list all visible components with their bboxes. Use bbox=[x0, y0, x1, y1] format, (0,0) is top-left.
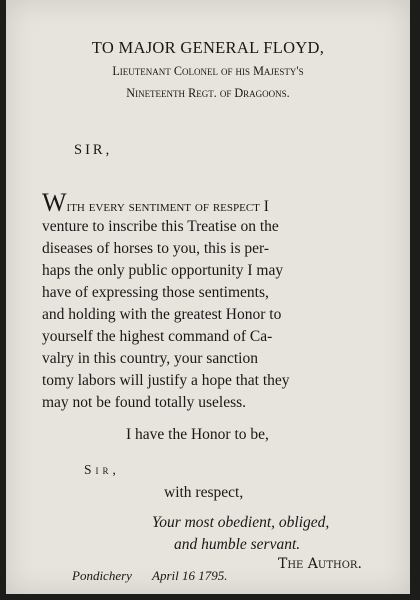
body-line-5: have of expressing those sentiments, bbox=[42, 284, 269, 301]
dropcap: W bbox=[42, 188, 67, 217]
dateline-date: April 16 1795. bbox=[152, 568, 228, 583]
closing-obedient: Your most obedient, obliged, bbox=[152, 514, 330, 531]
body-line-7: yourself the highest command of Ca- bbox=[42, 328, 273, 345]
closing-servant: and humble servant. bbox=[174, 536, 301, 553]
dedication-regiment-line: Nineteenth Regt. of Dragoons. bbox=[126, 86, 290, 100]
body-line-8: valry in this country, your sanction bbox=[42, 350, 258, 367]
body-line-9: tomy labors will justify a hope that they bbox=[42, 372, 290, 389]
body-line-6: and holding with the greatest Honor to bbox=[42, 306, 282, 323]
salutation: SIR, bbox=[74, 142, 113, 158]
document-page bbox=[6, 0, 410, 594]
closing-honor: I have the Honor to be, bbox=[126, 426, 269, 443]
closing-respect: with respect, bbox=[164, 484, 244, 501]
body-line-10: may not be found totally useless. bbox=[42, 394, 247, 411]
dateline-place: Pondichery bbox=[72, 568, 132, 583]
body-line-3: diseases of horses to you, this is per- bbox=[42, 240, 269, 257]
body-line-4: haps the only public opportunity I may bbox=[42, 262, 284, 279]
closing-sir: Sir, bbox=[84, 462, 120, 477]
closing-author: The Author. bbox=[278, 556, 362, 572]
body-line-1-rest: ith every sentiment of respect I bbox=[66, 198, 269, 215]
dedication-title: TO MAJOR GENERAL FLOYD, bbox=[91, 38, 325, 57]
body-line-2: venture to inscribe this Treatise on the bbox=[42, 218, 279, 235]
body-line-1 bbox=[42, 190, 269, 216]
dedication-rank-line: Lieutenant Colonel of his Majesty's bbox=[112, 64, 304, 78]
